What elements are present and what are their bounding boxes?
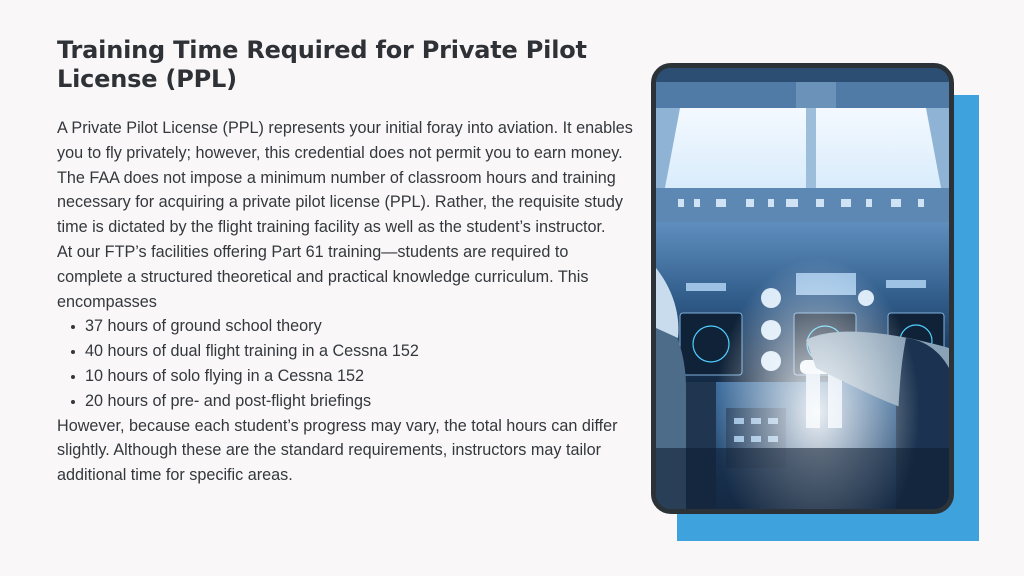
list-item: 20 hours of pre- and post-flight briefings [71,389,637,414]
text-column [57,36,637,488]
paragraph-part61: At our FTP’s facilities offering Part 61 training—students are required to complete a structured theoretical and practical knowledge curriculum. This encompasses [57,242,589,311]
slide-title: Training Time Required for Private Pilot License (PPL) [57,36,587,93]
list-item: 40 hours of dual flight training in a Cessna 152 [71,339,637,364]
paragraph-closing: However, because each student’s progress may vary, the total hours can differ slightly. Although these are the standard requirements, instructors may tailor additional time for specific areas. [57,416,618,485]
paragraph-faa: The FAA does not impose a minimum number of classroom hours and training necessary for acquiring a private pilot license (PPL). Rather, the requisite study time is dictated by the flight training facility as well as the student’s instructor. [57,168,623,237]
list-item: 10 hours of solo flying in a Cessna 152 [71,364,637,389]
cockpit-photo-icon [656,68,949,509]
body-text [57,116,637,488]
list-item: 37 hours of ground school theory [71,314,637,339]
requirements-list [57,314,637,413]
paragraph-intro: A Private Pilot License (PPL) represents your initial foray into aviation. It enables you to fly privately; however, this credential does not permit you to earn money. [57,119,633,162]
cockpit-photo [651,63,954,514]
